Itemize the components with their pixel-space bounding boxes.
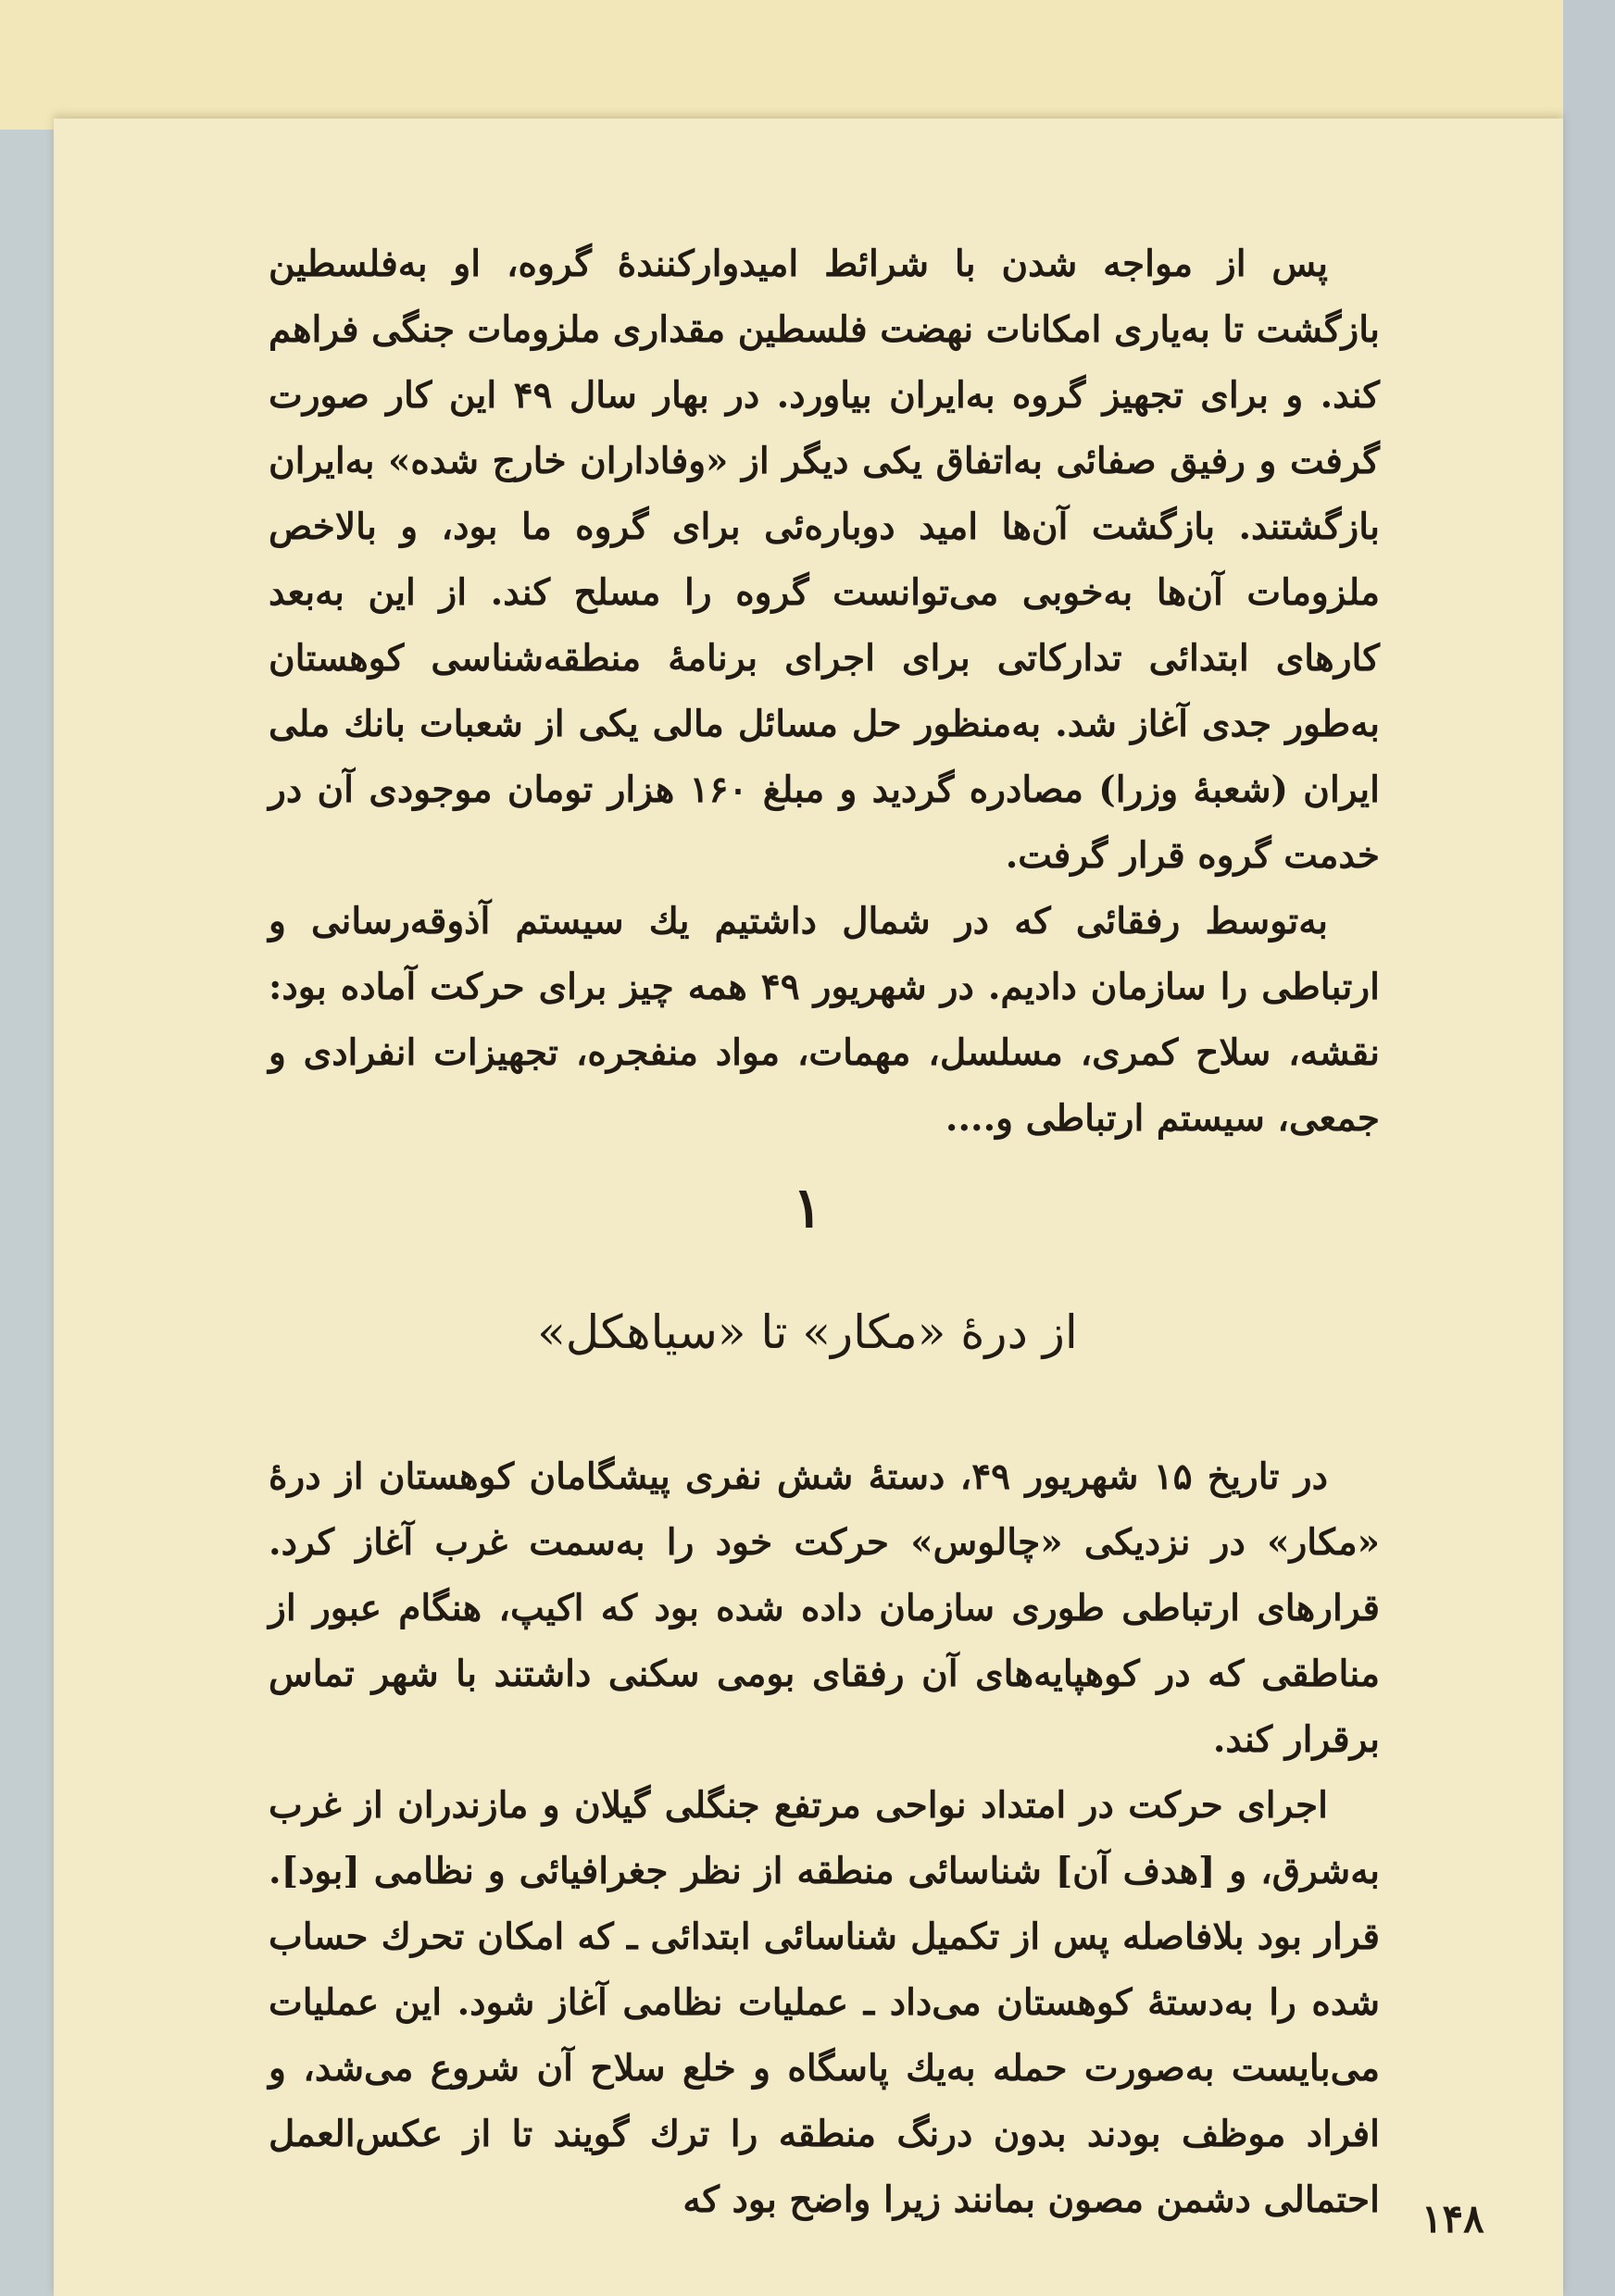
paragraph: پس از مواجه شدن با شرائط امیدوارکنندهٔ گروه، او به‌فلسطین بازگشت تا به‌یاری امکانات نهضت فلسطین مقداری ملزومات جنگی فراهم کند. و برای تجهیز گروه به‌ایران بیاورد. در بهار سال ۴۹ این کار صورت گرفت و رفیق صفائی به‌اتفاق یکی دیگر از «وفاداران خارج شده» به‌ایران بازگشتند. بازگشت آن‌ها امید دوباره‌ئی برای گروه ما بود، و بالاخص ملزومات آن‌ها به‌خوبی می‌توانست گروه را مسلح کند. از این به‌بعد کارهای ابتدائی تدارکاتی برای اجرای برنامهٔ منطقه‌شناسی کوهستان به‌طور جدی آغاز شد. به‌منظور حل مسائل مالی یکی از شعبات بانك ملی ایران (شعبهٔ وزرا) مصادره گردید و مبلغ ۱۶۰ هزار تومان موجودی آن در خدمت گروه قرار گرفت. bbox=[269, 243, 1380, 877]
text-block-after-chapter bbox=[269, 1444, 1380, 2233]
paragraph: در تاریخ ۱۵ شهریور ۴۹، دستهٔ شش نفری پیشگامان کوهستان از درهٔ «مکار» در نزدیکی «چالوس» حرکت خود را به‌سمت غرب آغاز کرد. قرارهای ارتباطی طوری سازمان داده شده بود که اکیپ، هنگام عبور از مناطقی که در کوهپایه‌های آن رفقای بومی سکنی داشتند با شهر تماس برقرار کند. bbox=[269, 1455, 1380, 1761]
previous-page-strip bbox=[0, 0, 1615, 130]
paragraph: اجرای حرکت در امتداد نواحی مرتفع جنگلی گیلان و مازندران از غرب به‌شرق، و [هدف آن] شناسائی منطقه از نظر جغرافیائی و نظامی [بود]. قرار بود بلافاصله پس از تکمیل شناسائی ابتدائی ـ که امکان تحرك حساب شده را به‌دستهٔ کوهستان می‌داد ـ عملیات نظامی آغاز شود. این عملیات می‌بایست به‌صورت حمله به‌یك پاسگاه و خلع سلاح آن شروع می‌شد، و افراد موظف بودند بدون درنگ منطقه را ترك گویند تا از عکس‌العمل احتمالی دشمن مصون بمانند زیرا واضح بود که bbox=[269, 1784, 1380, 2221]
scan-background-right bbox=[1563, 0, 1615, 2296]
chapter-title: از درهٔ «مکار» تا «سیاهکل» bbox=[537, 1305, 1078, 1359]
paragraph: به‌توسط رفقائی که در شمال داشتیم یك سیستم آذوقه‌رسانی و ارتباطی را سازمان دادیم. در شهریور ۴۹ همه چیز برای حرکت آماده بود: نقشه، سلاح کمری، مسلسل، مهمات، مواد منفجره، تجهیزات انفرادی و جمعی، سیستم ارتباطی و.... bbox=[269, 900, 1380, 1140]
text-block-before-chapter bbox=[269, 231, 1380, 1152]
scan-background-left bbox=[0, 0, 54, 2296]
chapter-number: ۱ bbox=[792, 1176, 823, 1241]
page-number: ۱۴۸ bbox=[1421, 2196, 1484, 2241]
